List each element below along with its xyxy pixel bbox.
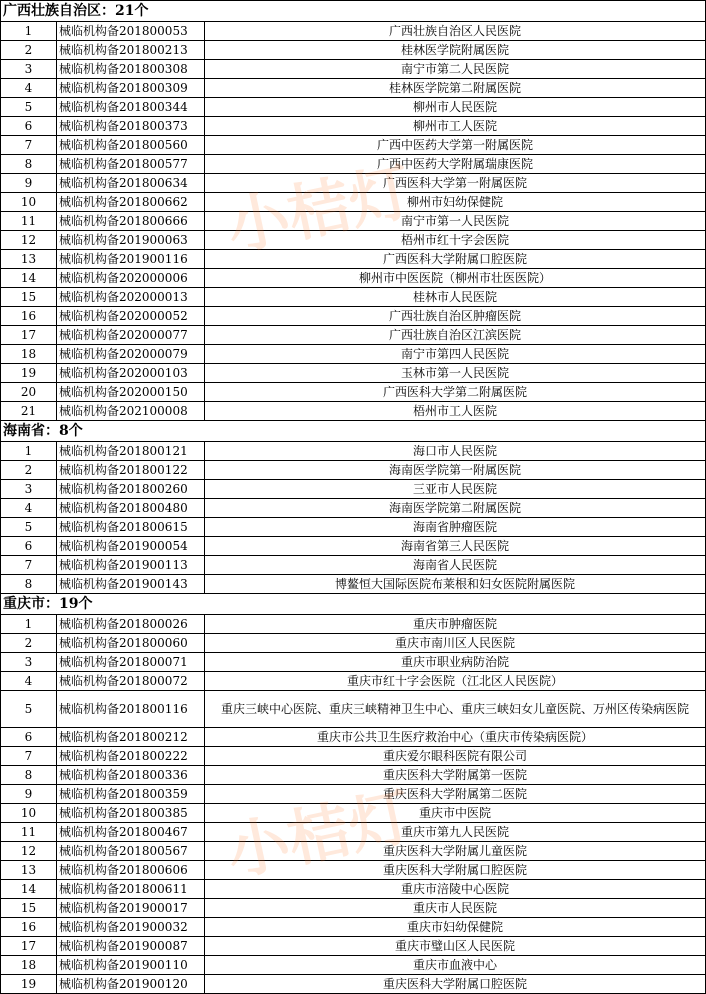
institution-name: 柳州市工人医院 bbox=[205, 117, 706, 136]
institution-name: 广西壮族自治区肿瘤医院 bbox=[205, 307, 706, 326]
row-number: 1 bbox=[1, 442, 57, 461]
filing-number: 械临机构备201800606 bbox=[57, 861, 205, 880]
institution-name: 桂林医学院第二附属医院 bbox=[205, 79, 706, 98]
row-number: 17 bbox=[1, 937, 57, 956]
table-row bbox=[1, 383, 706, 402]
institution-name: 广西医科大学第二附属医院 bbox=[205, 383, 706, 402]
filing-number: 械临机构备201800121 bbox=[57, 442, 205, 461]
filing-number: 械临机构备201800480 bbox=[57, 499, 205, 518]
filing-number: 械临机构备201900017 bbox=[57, 899, 205, 918]
table-row bbox=[1, 461, 706, 480]
table-row bbox=[1, 480, 706, 499]
row-number: 10 bbox=[1, 804, 57, 823]
row-number: 12 bbox=[1, 231, 57, 250]
row-number: 1 bbox=[1, 22, 57, 41]
row-number: 8 bbox=[1, 766, 57, 785]
row-number: 16 bbox=[1, 307, 57, 326]
institution-name: 重庆市妇幼保健院 bbox=[205, 918, 706, 937]
row-number: 9 bbox=[1, 785, 57, 804]
table-row bbox=[1, 499, 706, 518]
row-number: 1 bbox=[1, 615, 57, 634]
section-header bbox=[1, 1, 706, 22]
filing-number: 械临机构备201800666 bbox=[57, 212, 205, 231]
institution-name: 重庆医科大学附属口腔医院 bbox=[205, 861, 706, 880]
filing-number: 械临机构备201800072 bbox=[57, 672, 205, 691]
filing-number: 械临机构备201900120 bbox=[57, 975, 205, 994]
row-number: 6 bbox=[1, 117, 57, 136]
table-row bbox=[1, 556, 706, 575]
institution-name: 重庆爱尔眼科医院有限公司 bbox=[205, 747, 706, 766]
filing-number: 械临机构备202000103 bbox=[57, 364, 205, 383]
row-number: 4 bbox=[1, 672, 57, 691]
row-number: 4 bbox=[1, 79, 57, 98]
institution-name: 海口市人民医院 bbox=[205, 442, 706, 461]
section-header bbox=[1, 594, 706, 615]
table-row bbox=[1, 804, 706, 823]
row-number: 2 bbox=[1, 634, 57, 653]
institution-name: 南宁市第一人民医院 bbox=[205, 212, 706, 231]
filing-number: 械临机构备201800344 bbox=[57, 98, 205, 117]
institution-name: 桂林医学院附属医院 bbox=[205, 41, 706, 60]
row-number: 18 bbox=[1, 956, 57, 975]
watermark: 小桔灯 bbox=[220, 779, 418, 890]
institution-name: 海南省人民医院 bbox=[205, 556, 706, 575]
table-row bbox=[1, 937, 706, 956]
filing-number: 械临机构备201800222 bbox=[57, 747, 205, 766]
filing-number: 械临机构备201900143 bbox=[57, 575, 205, 594]
row-number: 5 bbox=[1, 691, 57, 728]
section-title: 海南省：8个 bbox=[1, 421, 706, 442]
table-row bbox=[1, 918, 706, 937]
filing-number: 械临机构备201900032 bbox=[57, 918, 205, 937]
table-row bbox=[1, 575, 706, 594]
filing-number: 械临机构备202000150 bbox=[57, 383, 205, 402]
institution-name: 柳州市妇幼保健院 bbox=[205, 193, 706, 212]
table-row bbox=[1, 155, 706, 174]
filing-number: 械临机构备201900116 bbox=[57, 250, 205, 269]
institution-name: 广西医科大学附属口腔医院 bbox=[205, 250, 706, 269]
row-number: 14 bbox=[1, 880, 57, 899]
table-row bbox=[1, 672, 706, 691]
row-number: 5 bbox=[1, 98, 57, 117]
filing-number: 械临机构备201800359 bbox=[57, 785, 205, 804]
row-number: 3 bbox=[1, 653, 57, 672]
filing-number: 械临机构备201800213 bbox=[57, 41, 205, 60]
row-number: 16 bbox=[1, 918, 57, 937]
table-row bbox=[1, 518, 706, 537]
table-row bbox=[1, 956, 706, 975]
institution-name: 广西中医药大学第一附属医院 bbox=[205, 136, 706, 155]
institution-name: 重庆市肿瘤医院 bbox=[205, 615, 706, 634]
filing-number: 械临机构备201800122 bbox=[57, 461, 205, 480]
filing-number: 械临机构备202000006 bbox=[57, 269, 205, 288]
filing-number: 械临机构备201800611 bbox=[57, 880, 205, 899]
filing-number: 械临机构备202000077 bbox=[57, 326, 205, 345]
filing-number: 械临机构备201800026 bbox=[57, 615, 205, 634]
table-row bbox=[1, 193, 706, 212]
section-title: 广西壮族自治区：21个 bbox=[1, 1, 706, 22]
table-row bbox=[1, 975, 706, 994]
institution-name: 三亚市人民医院 bbox=[205, 480, 706, 499]
row-number: 15 bbox=[1, 288, 57, 307]
institution-name: 广西壮族自治区江滨医院 bbox=[205, 326, 706, 345]
institution-name: 广西壮族自治区人民医院 bbox=[205, 22, 706, 41]
institution-name: 重庆市中医院 bbox=[205, 804, 706, 823]
row-number: 4 bbox=[1, 499, 57, 518]
row-number: 7 bbox=[1, 556, 57, 575]
table-row bbox=[1, 537, 706, 556]
institution-name: 重庆市血液中心 bbox=[205, 956, 706, 975]
institution-name: 重庆市红十字会医院（江北区人民医院） bbox=[205, 672, 706, 691]
filing-number: 械临机构备201800053 bbox=[57, 22, 205, 41]
table-row bbox=[1, 307, 706, 326]
institution-name: 南宁市第二人民医院 bbox=[205, 60, 706, 79]
institution-name: 海南医学院第二附属医院 bbox=[205, 499, 706, 518]
table-row bbox=[1, 231, 706, 250]
table-row bbox=[1, 691, 706, 728]
table-row bbox=[1, 41, 706, 60]
filing-number: 械临机构备201800308 bbox=[57, 60, 205, 79]
row-number: 7 bbox=[1, 136, 57, 155]
section-title: 重庆市：19个 bbox=[1, 594, 706, 615]
institution-name: 海南医学院第一附属医院 bbox=[205, 461, 706, 480]
row-number: 3 bbox=[1, 480, 57, 499]
filing-number: 械临机构备201800577 bbox=[57, 155, 205, 174]
institution-name: 博鳌恒大国际医院布莱根和妇女医院附属医院 bbox=[205, 575, 706, 594]
row-number: 8 bbox=[1, 575, 57, 594]
table-row bbox=[1, 79, 706, 98]
filing-number: 械临机构备201800071 bbox=[57, 653, 205, 672]
table-row bbox=[1, 899, 706, 918]
institution-name: 重庆市南川区人民医院 bbox=[205, 634, 706, 653]
row-number: 19 bbox=[1, 975, 57, 994]
row-number: 6 bbox=[1, 537, 57, 556]
institution-name: 广西医科大学第一附属医院 bbox=[205, 174, 706, 193]
table-row bbox=[1, 442, 706, 461]
filing-number: 械临机构备201800662 bbox=[57, 193, 205, 212]
institution-name: 重庆市璧山区人民医院 bbox=[205, 937, 706, 956]
row-number: 21 bbox=[1, 402, 57, 421]
filing-number: 械临机构备201900113 bbox=[57, 556, 205, 575]
table-row bbox=[1, 22, 706, 41]
row-number: 8 bbox=[1, 155, 57, 174]
filing-number: 械临机构备201900054 bbox=[57, 537, 205, 556]
institution-name: 海南省第三人民医院 bbox=[205, 537, 706, 556]
institution-name: 桂林市人民医院 bbox=[205, 288, 706, 307]
table-row bbox=[1, 823, 706, 842]
table-row bbox=[1, 136, 706, 155]
table-row bbox=[1, 634, 706, 653]
table-row bbox=[1, 98, 706, 117]
institution-name: 重庆市涪陵中心医院 bbox=[205, 880, 706, 899]
filing-number: 械临机构备201800309 bbox=[57, 79, 205, 98]
institution-name: 梧州市红十字会医院 bbox=[205, 231, 706, 250]
filing-number: 械临机构备202100008 bbox=[57, 402, 205, 421]
row-number: 2 bbox=[1, 41, 57, 60]
institution-name: 柳州市人民医院 bbox=[205, 98, 706, 117]
registry-table-body bbox=[1, 1, 706, 994]
row-number: 17 bbox=[1, 326, 57, 345]
institution-name: 柳州市中医医院（柳州市壮医医院） bbox=[205, 269, 706, 288]
filing-number: 械临机构备201800634 bbox=[57, 174, 205, 193]
filing-number: 械临机构备201800060 bbox=[57, 634, 205, 653]
institution-name: 重庆市公共卫生医疗救治中心（重庆市传染病医院） bbox=[205, 728, 706, 747]
row-number: 13 bbox=[1, 861, 57, 880]
row-number: 14 bbox=[1, 269, 57, 288]
table-row bbox=[1, 615, 706, 634]
section-header bbox=[1, 421, 706, 442]
table-row bbox=[1, 174, 706, 193]
institution-name: 重庆三峡中心医院、重庆三峡精神卫生中心、重庆三峡妇女儿童医院、万州区传染病医院 bbox=[205, 691, 706, 728]
institution-name: 重庆市职业病防治院 bbox=[205, 653, 706, 672]
filing-number: 械临机构备201800373 bbox=[57, 117, 205, 136]
table-row bbox=[1, 842, 706, 861]
table-row bbox=[1, 60, 706, 79]
filing-number: 械临机构备201800615 bbox=[57, 518, 205, 537]
table-row bbox=[1, 880, 706, 899]
filing-number: 械临机构备201900110 bbox=[57, 956, 205, 975]
institution-name: 重庆医科大学附属口腔医院 bbox=[205, 975, 706, 994]
filing-number: 械临机构备201900063 bbox=[57, 231, 205, 250]
institution-name: 玉林市第一人民医院 bbox=[205, 364, 706, 383]
filing-number: 械临机构备201800116 bbox=[57, 691, 205, 728]
filing-number: 械临机构备201800567 bbox=[57, 842, 205, 861]
table-row bbox=[1, 747, 706, 766]
filing-number: 械临机构备202000052 bbox=[57, 307, 205, 326]
institution-name: 南宁市第四人民医院 bbox=[205, 345, 706, 364]
row-number: 2 bbox=[1, 461, 57, 480]
institution-name: 重庆医科大学附属第二医院 bbox=[205, 785, 706, 804]
table-row bbox=[1, 117, 706, 136]
row-number: 6 bbox=[1, 728, 57, 747]
institution-name: 广西中医药大学附属瑞康医院 bbox=[205, 155, 706, 174]
institution-name: 重庆医科大学附属第一医院 bbox=[205, 766, 706, 785]
filing-number: 械临机构备201800385 bbox=[57, 804, 205, 823]
table-row bbox=[1, 766, 706, 785]
table-row bbox=[1, 785, 706, 804]
row-number: 20 bbox=[1, 383, 57, 402]
row-number: 3 bbox=[1, 60, 57, 79]
row-number: 19 bbox=[1, 364, 57, 383]
filing-number: 械临机构备201900087 bbox=[57, 937, 205, 956]
filing-number: 械临机构备201800260 bbox=[57, 480, 205, 499]
institution-name: 重庆医科大学附属儿童医院 bbox=[205, 842, 706, 861]
filing-number: 械临机构备201800336 bbox=[57, 766, 205, 785]
institution-name: 梧州市工人医院 bbox=[205, 402, 706, 421]
institution-name: 海南省肿瘤医院 bbox=[205, 518, 706, 537]
row-number: 12 bbox=[1, 842, 57, 861]
row-number: 11 bbox=[1, 823, 57, 842]
table-row bbox=[1, 326, 706, 345]
filing-number: 械临机构备201800467 bbox=[57, 823, 205, 842]
table-row bbox=[1, 653, 706, 672]
table-row bbox=[1, 364, 706, 383]
table-row bbox=[1, 288, 706, 307]
row-number: 10 bbox=[1, 193, 57, 212]
table-row bbox=[1, 728, 706, 747]
row-number: 18 bbox=[1, 345, 57, 364]
filing-number: 械临机构备201800560 bbox=[57, 136, 205, 155]
row-number: 9 bbox=[1, 174, 57, 193]
table-row bbox=[1, 402, 706, 421]
filing-number: 械临机构备201800212 bbox=[57, 728, 205, 747]
table-row bbox=[1, 269, 706, 288]
row-number: 15 bbox=[1, 899, 57, 918]
row-number: 11 bbox=[1, 212, 57, 231]
institution-name: 重庆市第九人民医院 bbox=[205, 823, 706, 842]
table-row bbox=[1, 861, 706, 880]
filing-number: 械临机构备202000013 bbox=[57, 288, 205, 307]
row-number: 5 bbox=[1, 518, 57, 537]
table-row bbox=[1, 250, 706, 269]
row-number: 7 bbox=[1, 747, 57, 766]
table-row bbox=[1, 212, 706, 231]
watermark: 小桔灯 bbox=[220, 154, 418, 265]
filing-number: 械临机构备202000079 bbox=[57, 345, 205, 364]
row-number: 13 bbox=[1, 250, 57, 269]
table-row bbox=[1, 345, 706, 364]
institution-name: 重庆市人民医院 bbox=[205, 899, 706, 918]
